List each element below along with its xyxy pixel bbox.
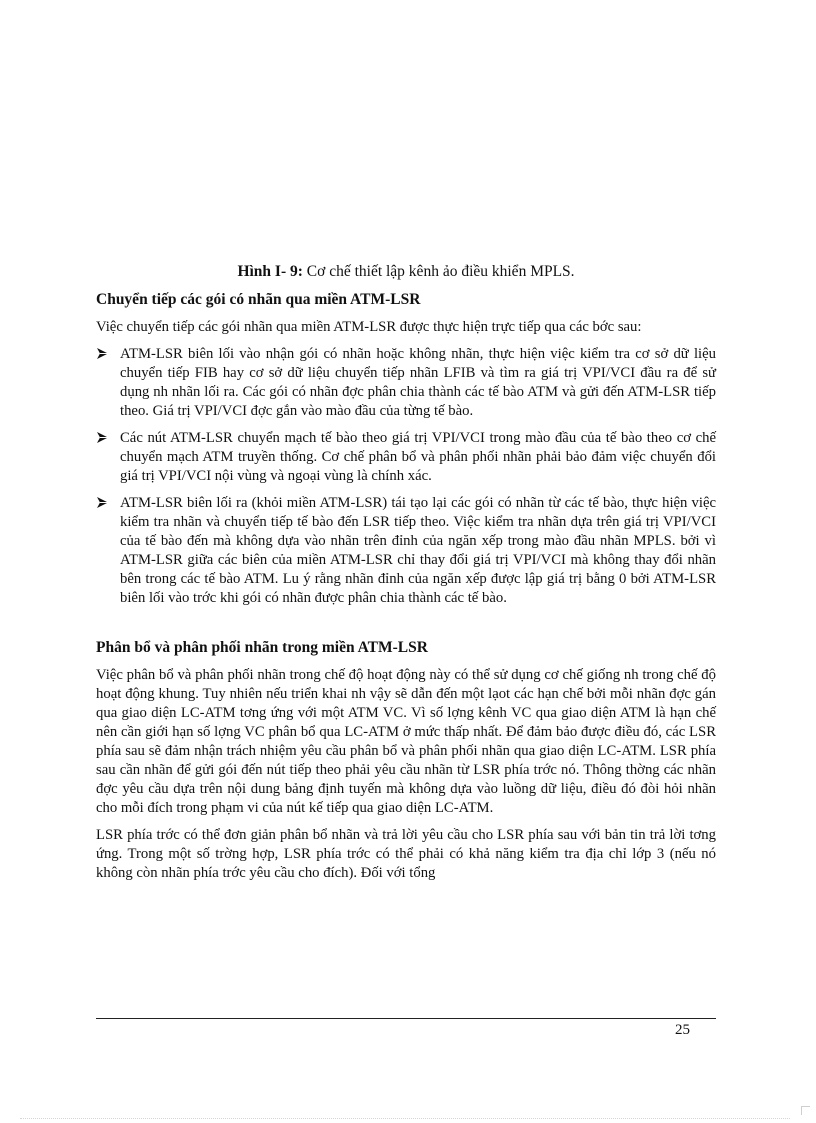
arrow-bullet-icon	[96, 431, 109, 444]
list-item	[96, 494, 716, 608]
section-heading-allocation: Phân bổ và phân phối nhãn trong miền ATM-LSR	[96, 639, 428, 656]
main-content	[96, 290, 716, 891]
footer-rule	[96, 1018, 716, 1019]
list-item-text: ATM-LSR biên lối vào nhận gói có nhãn hoặc không nhãn, thực hiện việc kiểm tra cơ sở dữ liệu chuyển tiếp FIB hay cơ sở dữ liệu chuyển tiếp nhãn LFIB và tìm ra giá trị VPI/VCI đầu ra để sử dụng nh nhãn lối ra. Các gói có nhãn đợc phân chia thành các tế bào ATM và gửi đến ATM-LSR tiếp theo. Giá trị VPI/VCI đợc gắn vào mào đầu của từng tế bào.	[120, 346, 716, 419]
figure-title: Cơ chế thiết lập kênh ảo điều khiển MPLS.	[306, 263, 575, 280]
arrow-bullet-icon	[96, 496, 109, 509]
body-paragraph: Việc phân bổ và phân phối nhãn trong chế độ hoạt động này có thể sử dụng cơ chế giống nh trong chế độ hoạt động khung. Tuy nhiên nếu triển khai nh vậy sẽ dẫn đến một lạot các hạn chế bởi mỗi nhãn đợc gán qua giao diện LC-ATM tơng ứng với một ATM VC. Vì số lợng kênh VC qua giao diện ATM là hạn chế nên cần giới hạn số lợng VC phân bổ qua LC-ATM ở mức thấp nhất. Để đảm bảo được điều đó, các LSR phía sau sẽ đảm nhận trách nhiệm yêu cầu phân bổ và phân phối nhãn qua giao diện LC-ATM. LSR phía sau cần nhãn để gửi gói đến nút tiếp theo phải yêu cầu nhãn từ LSR phía trớc nó. Thông thờng các nhãn đợc yêu cầu dựa trên nội dung bảng định tuyến mà không dựa vào luồng dữ liệu, điều đó đòi hỏi nhãn cho mỗi đích trong phạm vi của nút kế tiếp qua giao diện LC-ATM.	[96, 667, 716, 816]
section-heading-forwarding: Chuyển tiếp các gói có nhãn qua miền ATM-LSR	[96, 291, 421, 308]
list-item	[96, 345, 716, 421]
arrow-bullet-icon	[96, 347, 109, 360]
page-edge-divider	[20, 1118, 790, 1119]
page-corner-mark	[801, 1106, 810, 1115]
figure-caption	[96, 262, 716, 282]
list-item	[96, 429, 716, 486]
list-item-text: Các nút ATM-LSR chuyển mạch tế bào theo giá trị VPI/VCI trong mào đầu của tế bào theo cơ chế chuyển mạch ATM truyền thống. Cơ chế phân bổ và phân phối nhãn phải bảo đảm việc chuyển đổi giá trị VPI/VCI nội vùng và ngoại vùng là chính xác.	[120, 430, 716, 484]
bullet-list	[96, 345, 716, 608]
section-intro: Việc chuyển tiếp các gói nhãn qua miền ATM-LSR được thực hiện trực tiếp qua các bớc sau:	[96, 319, 642, 335]
list-item-text: ATM-LSR biên lối ra (khỏi miền ATM-LSR) tái tạo lại các gói có nhãn từ các tế bào, thực hiện việc kiểm tra nhãn và chuyển tiếp tế bào đến LSR tiếp theo. Việc kiểm tra nhãn dựa trên giá trị VPI/VCI của tế bào đến mà không dựa vào nhãn trên đỉnh của ngăn xếp trong mào đầu nhãn MPLS. bởi vì ATM-LSR giữa các biên của miền ATM-LSR chỉ thay đổi giá trị VPI/VCI mà không thay đổi nhãn bên trong các tế bào ATM. Lu ý rằng nhãn đỉnh của ngăn xếp được lập giá trị bằng 0 bởi ATM-LSR biên lối vào trớc khi gói có nhãn được phân chia thành các tế bào.	[120, 495, 716, 606]
body-paragraph: LSR phía trớc có thể đơn giản phân bổ nhãn và trả lời yêu cầu cho LSR phía sau với bản tin trả lời tơng ứng. Trong một số trờng hợp, LSR phía trớc có thể phải có khả năng kiểm tra địa chỉ lớp 3 (nếu nó không còn nhãn phía trớc yêu cầu cho đích). Đối với tổng	[96, 827, 716, 881]
page-number: 25	[675, 1022, 690, 1038]
figure-label: Hình I- 9:	[237, 263, 303, 280]
